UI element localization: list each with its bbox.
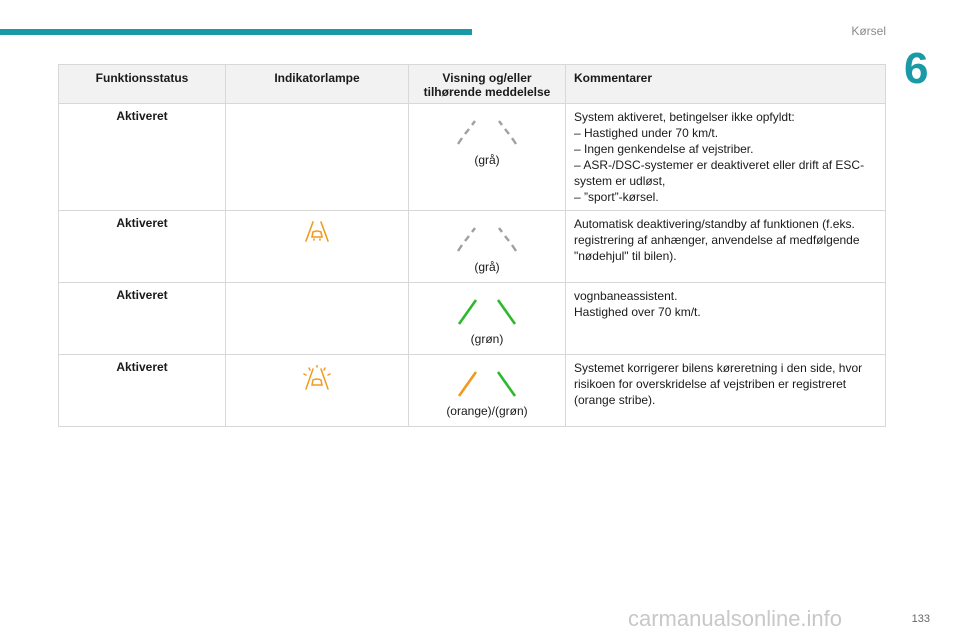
comment-line: vognbaneassistent. xyxy=(574,289,678,303)
lamp-cell xyxy=(226,211,409,283)
lamp-cell xyxy=(226,355,409,427)
comment-line: – Ingen genkendelse af vejstriber. xyxy=(574,142,754,156)
display-note: (grå) xyxy=(474,153,500,167)
header-comments: Kommentarer xyxy=(566,65,886,104)
lane-assist-orange-active-icon xyxy=(302,365,332,391)
section-title: Kørsel xyxy=(851,24,886,38)
status-cell: Aktiveret xyxy=(59,211,226,283)
lane-lines-grey-icon xyxy=(455,226,519,254)
comment-line: Systemet korrigerer bilens køreretning i den side, hvor xyxy=(574,361,863,375)
comment-cell xyxy=(566,211,886,283)
display-cell xyxy=(409,211,566,283)
comment-line: registrering af anhænger, anvendelse af medfølgende xyxy=(574,233,860,247)
comment-line: (orange stribe). xyxy=(574,393,656,407)
display-note: (grøn) xyxy=(470,332,504,346)
lamp-cell xyxy=(226,104,409,211)
display-note: (grå) xyxy=(474,260,500,274)
lane-lines-green-icon xyxy=(455,298,519,326)
table-row xyxy=(59,211,886,283)
status-cell: Aktiveret xyxy=(59,104,226,211)
comment-line: system er udløst, xyxy=(574,174,666,188)
status-cell: Aktiveret xyxy=(59,283,226,355)
display-cell xyxy=(409,355,566,427)
lane-assist-status-table xyxy=(58,64,886,427)
lane-lines-grey-icon xyxy=(455,119,519,147)
comment-line: – ASR-/DSC-systemer er deaktiveret eller drift af ESC- xyxy=(574,158,865,172)
comment-line: Hastighed over 70 km/t. xyxy=(574,305,701,319)
comment-line: "nødehjul" til bilen). xyxy=(574,249,677,263)
comment-cell xyxy=(566,104,886,211)
display-cell xyxy=(409,283,566,355)
table-row xyxy=(59,355,886,427)
comment-line: Automatisk deaktivering/standby af funktionen (f.eks. xyxy=(574,217,855,231)
display-cell xyxy=(409,104,566,211)
page-number: 133 xyxy=(911,613,930,625)
table-header-row xyxy=(59,65,886,104)
top-accent-bar xyxy=(0,29,472,35)
table-row xyxy=(59,104,886,211)
header-indicator-lamp: Indikatorlampe xyxy=(226,65,409,104)
comment-line: – ”sport”-kørsel. xyxy=(574,190,659,204)
status-cell: Aktiveret xyxy=(59,355,226,427)
comment-line: – Hastighed under 70 km/t. xyxy=(574,126,719,140)
comment-cell xyxy=(566,355,886,427)
chapter-number: 6 xyxy=(904,44,929,93)
lamp-cell xyxy=(226,283,409,355)
header-display-message: Visning og/eller tilhørende meddelelse xyxy=(409,65,566,104)
comment-line: System aktiveret, betingelser ikke opfyldt: xyxy=(574,110,795,124)
table-row xyxy=(59,283,886,355)
lane-assist-orange-icon xyxy=(304,221,330,243)
comment-cell xyxy=(566,283,886,355)
lane-lines-orange-green-icon xyxy=(455,370,519,398)
watermark: carmanualsonline.info xyxy=(628,606,843,631)
display-note: (orange)/(grøn) xyxy=(446,404,528,418)
header-function-status: Funktionsstatus xyxy=(59,65,226,104)
comment-line: risikoen for overskridelse af vejstriben er registreret xyxy=(574,377,847,391)
